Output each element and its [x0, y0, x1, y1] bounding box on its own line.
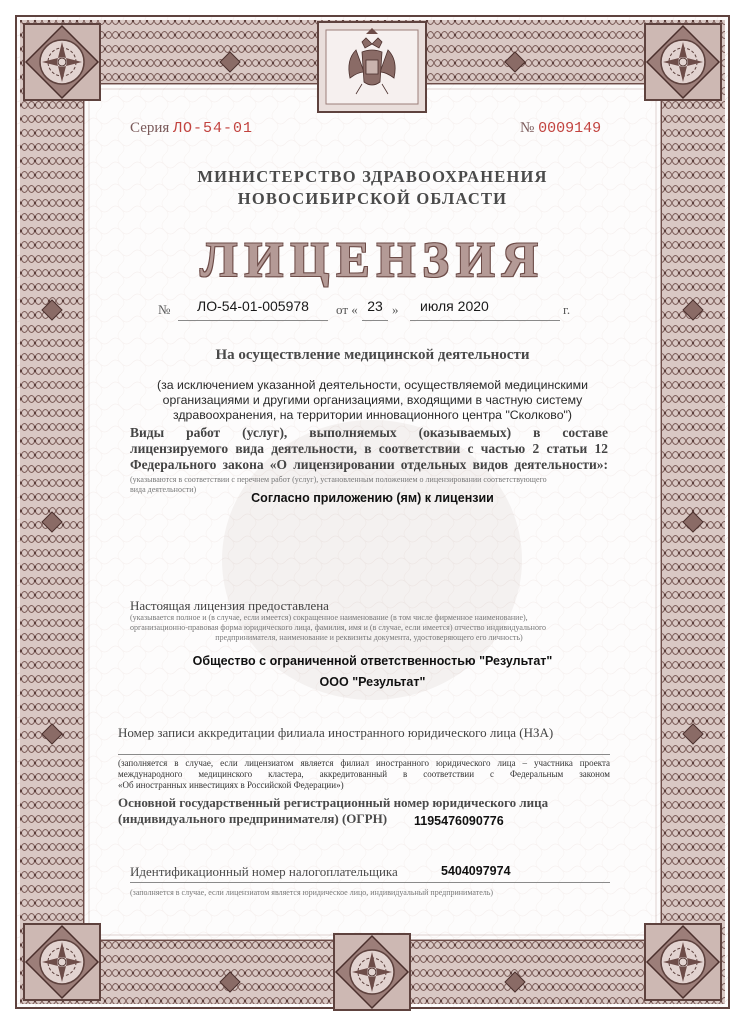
date-day-underline	[362, 298, 388, 321]
ogrn-value: 1195476090776	[414, 814, 504, 828]
ogrn-label-line-2: (индивидуального предпринимателя) (ОГРН)	[118, 811, 388, 826]
works-note-line-1: (указываются в соответствии с перечнем работ (услуг), установленным положением о лицензировании соответствующего	[130, 475, 547, 484]
inn-label: Идентификационный номер налогоплательщика	[130, 864, 398, 879]
series-value: ЛО-54-01	[173, 120, 254, 137]
form-number-field	[520, 120, 601, 137]
ogrn-label-line-1: Основной государственный регистрационный номер юридического лица	[118, 795, 549, 810]
accreditation-note-line-1: (заполняется в случае, если лицензиатом является филиал иностранного юридического лица – участника проекта	[118, 758, 610, 768]
accreditation-label: Номер записи аккредитации филиала иностранного юридического лица (НЗА)	[118, 725, 554, 740]
accreditation-note	[118, 758, 610, 791]
activity-exception-line-3: здравоохранения, на территории инновационного центра "Сколково")	[173, 408, 572, 422]
inn-note: (заполняется в случае, если лицензиатом является юридическое лицо, индивидуальный предприниматель)	[130, 888, 494, 897]
russian-coat-of-arms-icon	[318, 22, 426, 112]
licensee-short-name: ООО "Результат"	[319, 675, 426, 689]
accreditation-underline	[118, 754, 610, 755]
date-day-value: 23	[367, 298, 383, 314]
inn-underline	[130, 882, 610, 883]
licensee-full-name: Общество с ограниченной ответственностью "Результат"	[192, 654, 553, 668]
license-number-label: №	[158, 302, 171, 317]
form-number-value: 0009149	[538, 120, 602, 137]
series-field	[130, 120, 253, 137]
date-month-underline	[410, 298, 560, 321]
authority-line-1: МИНИСТЕРСТВО ЗДРАВООХРАНЕНИЯ	[197, 167, 548, 186]
form-number-label: №	[520, 120, 535, 136]
licensee-note-line-2: организационно-правовая форма юридического лица, фамилия, имя и (в случае, если имеется) отчество индивидуального	[130, 623, 547, 632]
accreditation-note-line-3: «Об иностранных инвестициях в Российской Федерации»)	[118, 780, 344, 790]
licensee-note	[130, 613, 608, 643]
license-number-value: ЛО-54-01-005978	[197, 298, 309, 314]
activity-heading: На осуществление медицинской деятельности	[215, 347, 530, 363]
works-line-1: Виды работ (услуг), выполняемых (оказываемых) в составе	[130, 425, 608, 440]
authority-line-2: НОВОСИБИРСКОЙ ОБЛАСТИ	[237, 189, 508, 208]
activity-exception	[110, 378, 635, 423]
works-value: Согласно приложению (ям) к лицензии	[251, 491, 494, 505]
date-from-label: от «	[336, 302, 358, 317]
works-paragraph	[130, 425, 608, 473]
activity-exception-line-1: (за исключением указанной деятельности, осуществляемой медицинскими	[157, 378, 588, 392]
activity-exception-line-2: организациями и другими организациями, входящими в частную систему	[162, 393, 583, 407]
works-line-2: лицензируемого вида деятельности, в соответствии с частью 2 статьи 12	[130, 441, 608, 456]
works-line-3: Федерального закона «О лицензировании отдельных видов деятельности»:	[130, 457, 608, 472]
licensee-note-line-1: (указывается полное и (в случае, если имеется) сокращенное наименование (в том числе фирменное наименование),	[130, 613, 528, 622]
inn-value: 5404097974	[441, 864, 511, 878]
licensee-note-line-3: предпринимателя, наименование и реквизиты документа, удостоверяющего его личность)	[215, 633, 523, 642]
license-number-underline	[178, 298, 328, 321]
document-title: ЛИЦЕНЗИЯ	[200, 231, 545, 287]
date-year-suffix: г.	[563, 302, 571, 317]
works-note-line-2: вида деятельности)	[130, 485, 197, 494]
series-label: Серия	[130, 120, 170, 136]
date-quote-close: »	[392, 302, 399, 317]
date-month-year-value: июля 2020	[420, 298, 489, 314]
accreditation-note-line-2: международного медицинского кластера, аккредитованный в соответствии с Федеральным законом	[118, 769, 610, 779]
licensee-label: Настоящая лицензия предоставлена	[130, 598, 329, 613]
